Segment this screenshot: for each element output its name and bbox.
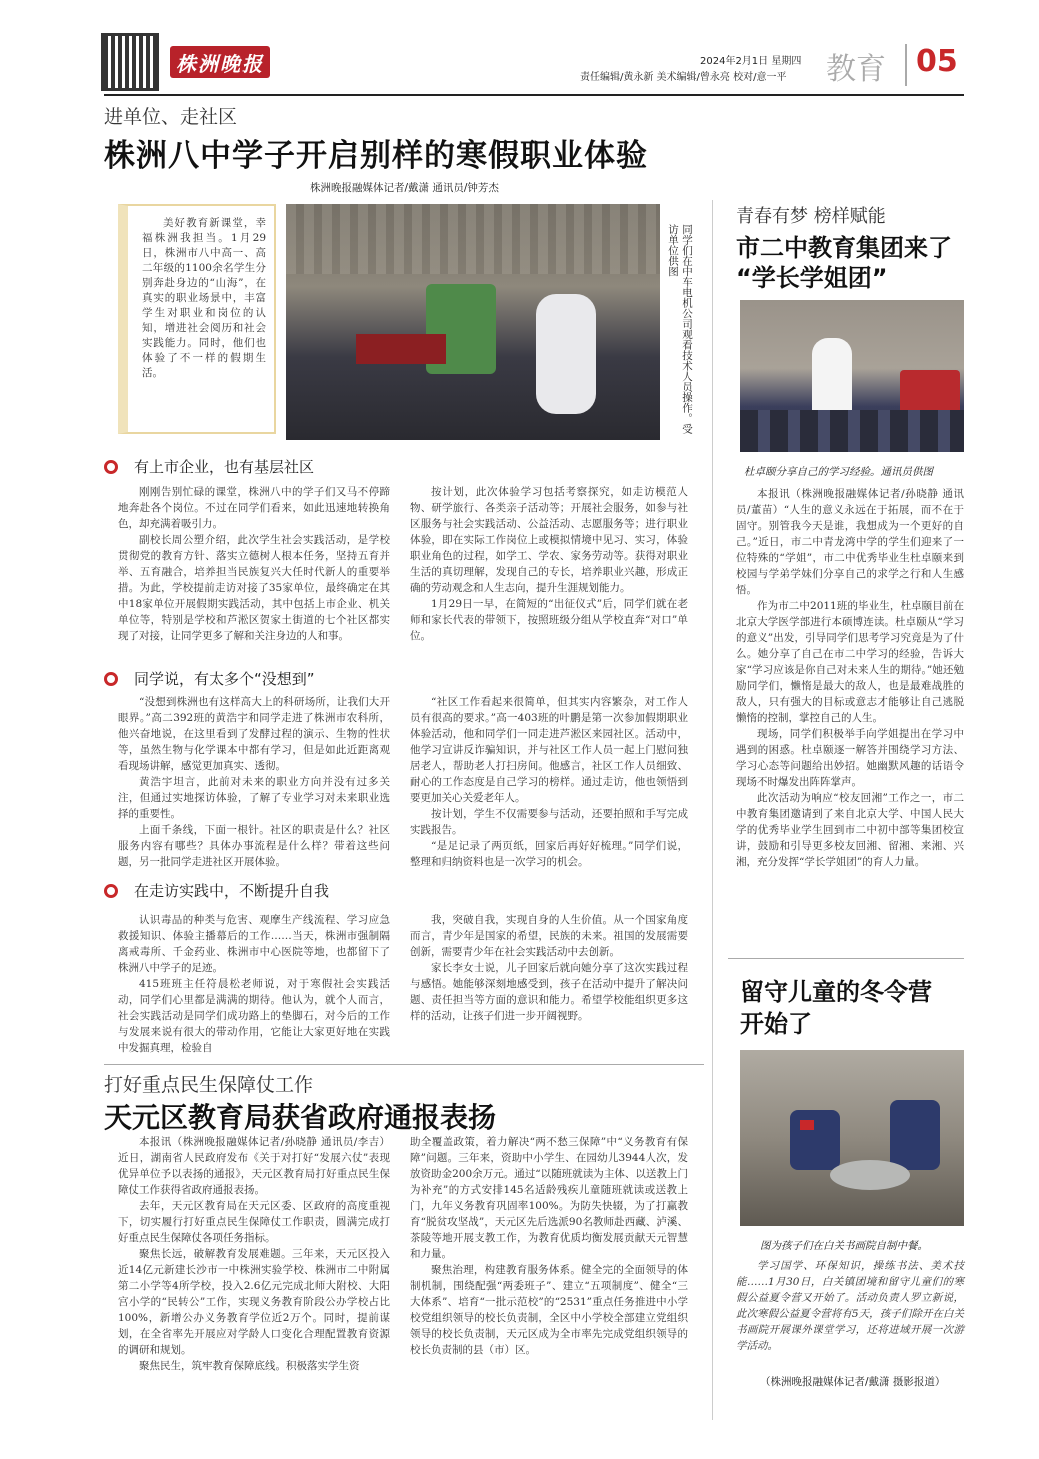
editor-credits: 责任编辑/黄永新 美术编辑/曾永亮 校对/意一平 <box>580 72 787 83</box>
article1-headline: 株洲八中学子开启别样的寒假职业体验 <box>104 138 648 174</box>
article2-col1-para2: 去年，天元区教育局在天元区委、区政府的高度重视下，切实履行打好重点民生保障仗工作职责，圆满完成打好重点民生保障仗各项任务指标。 <box>118 1200 390 1244</box>
section1-col2 <box>410 484 688 644</box>
article3-headline-line1: 市二中教育集团来了 <box>736 234 952 262</box>
section1-col1-para1: 刚刚告别忙碌的课堂，株洲八中的学子们又马不停蹄地奔赴各个岗位。不过在同学们看来，如此迅速地转换角色，却充满着吸引力。 <box>118 486 390 530</box>
paper-logo <box>170 46 270 78</box>
article2-col2-para2: 聚焦治理，构建教育服务体系。健全完的全面领导的体制机制，围绕配强“两委班子”、建立“五项制度”、健全“三大体系”、培育“一批示范校”的“2531”重点任务推进中小学校党组织领导的校长负责制，全区中小学校全部建立党组织领导的校长负责制，天元区成为全市率先完成党组织领导的校长负责制的县（市）区。 <box>410 1264 688 1356</box>
article1-photo-caption: 同学们在中车电机公司观看技术人员操作。受访单位供图 <box>667 224 693 434</box>
section2-heading <box>104 668 315 689</box>
masthead-rule <box>104 94 964 96</box>
section1-bullet-icon <box>104 460 118 474</box>
article2-col1-para4: 聚焦民生，筑牢教育保障底线。积极落实学生资 <box>139 1360 360 1372</box>
article3-para3: 现场，同学们积极举手向学姐提出在学习中遇到的困惑。杜卓颐逐一解答并围绕学习方法、学习心态等问题给出妙招。她幽默风趣的话语令现场不时爆发出阵阵掌声。 <box>736 728 964 788</box>
section1-heading <box>104 456 314 477</box>
section-divider <box>905 44 907 86</box>
section1-title: 有上市企业，也有基层社区 <box>134 458 315 476</box>
article1-byline: 株洲晚报融媒体记者/戴潇 通讯员/钟芳杰 <box>310 182 499 194</box>
article3-kicker: 青春有梦 榜样赋能 <box>736 206 886 227</box>
section3-col2 <box>410 912 688 1024</box>
section1-col1-para2: 副校长周公塑介绍，此次学生社会实践活动，是学校贯彻党的教育方针、落实立德树人根本任务，坚持五育并举、五育融合，培养担当民族复兴大任时代新人的重要举措。为此，学校提前走访对接了35家单位，最终确定在其中18家单位开展假期实践活动，其中包括上市企业、机关单位等，特别是学校和芦淞区贺家土街道的七个社区都实现了对接，让同学更多了解和关注身边的人和事。 <box>118 534 390 642</box>
article2-col2 <box>410 1134 688 1358</box>
article4-photo-caption: 图为孩子们在白关书画院自制中餐。 <box>760 1240 928 1252</box>
article4-body-wrap <box>736 1258 964 1354</box>
paper-logo-text: 株洲晚报 <box>176 51 264 76</box>
article1-kicker: 进单位、走社区 <box>104 106 238 128</box>
article2-kicker: 打好重点民生保障仗工作 <box>104 1074 314 1096</box>
section-name: 教育 <box>826 52 886 87</box>
factory-photo <box>286 204 660 440</box>
article4-body: 学习国学、环保知识，操练书法、美术技能……1月30日，白关镇团境和留守儿童们的寒假公益夏令营又开始了。活动负责人罗立新说，此次寒假公益夏令营将有5天，孩子们除开在白关书画院开展课外课堂学习，还将进域开展一次游学活动。 <box>736 1260 964 1352</box>
section2-col1 <box>118 694 390 870</box>
article3-para2: 作为市二中2011班的毕业生，杜卓颐目前在北京大学医学部进行本硕博连读。杜卓颐从“学习的意义”出发，引导同学们思考学习究竟是为了什么。她分享了自己在市二中学习的经验，告诉大家“学习应该是你自己对未来人生的期待。”她还勉励同学们，懒惰是最大的敌人，也是最难战胜的敌人，只有强大的目标或意志才能够让自己逃脱懒惰的控制，掌控自己的人生。 <box>736 600 964 724</box>
article3-photo-caption: 杜卓颐分享自己的学习经验。通讯员供图 <box>744 466 933 478</box>
section3-col2-para2: 家长李女士说，儿子回家后就向她分享了这次实践过程与感悟。她能够深刻地感受到，孩子在活动中提升了解决问题、责任担当等方面的意识和能力。希望学校能组织更多这样的活动，让孩子们进一步开阔视野。 <box>410 962 688 1022</box>
section1-col2-para1: 按计划，此次体验学习包括考察探究，如走访模范人物、研学旅行、各类亲子活动等；开展社会服务，如参与社区服务与社会实践活动、公益活动、志愿服务等；进行职业体验，即在实际工作岗位上或模拟情境中见习、实习，体验职业角色的过程，如学工、学农、家务劳动等。获得对职业生活的真切理解，发现自己的专长，培养职业兴趣，形成正确的劳动观念和人生志向，提升生涯规划能力。 <box>410 486 688 594</box>
section2-col1-para3: 上面千条线，下面一根针。社区的职责是什么？社区服务内容有哪些？具体办事流程是什么样？带着这些问题，另一批同学走进社区开展体验。 <box>118 824 390 868</box>
lecture-photo <box>740 300 964 452</box>
qr-code <box>104 36 156 88</box>
article2-col1-para1: 本报讯（株洲晚报融媒体记者/孙晓静 通讯员/李吉）近日，湖南省人民政府发布《关于对打好“发展六仗”表现优异单位予以表扬的通报》，天元区教育局打好重点民生保障仗工作获得省政府通报表扬。 <box>118 1136 390 1196</box>
article3-para4: 此次活动为响应“校友回湘”工作之一，市二中教育集团邀请到了来自北京大学、中国人民大学的优秀毕业学生回到市二中初中部等集团校宣讲，鼓励和引导更多校友回湘、留湘、来湘、兴湘，充分发挥“学长学姐团”的育人力量。 <box>736 792 964 868</box>
page-number: 05 <box>916 44 958 79</box>
article3-body <box>736 486 964 870</box>
section2-col1-para2: 黄浩宇坦言，此前对未来的职业方向并没有过多关注，但通过实地探访体验，了解了专业学习对未来职业选择的重要性。 <box>118 776 390 820</box>
section2-bullet-icon <box>104 672 118 686</box>
section3-col1-para1: 认识毒品的种类与危害、观摩生产线流程、学习应急救援知识、体验主播幕后的工作……当天，株洲市强制隔离戒毒所、千金药业、株洲市中心医院等地，也都留下了株洲八中学子的足迹。 <box>118 914 390 974</box>
section3-bullet-icon <box>104 884 118 898</box>
section2-title: 同学说，有太多个“没想到” <box>134 670 315 688</box>
article4-headline-line1: 留守儿童的冬令营 <box>740 978 932 1006</box>
section3-title: 在走访实践中，不断提升自我 <box>134 882 330 900</box>
article3-headline-line2: “学长学姐团” <box>736 264 888 292</box>
section3-col1 <box>118 912 390 1056</box>
section2-col2-para1: “社区工作看起来很简单，但其实内容繁杂，对工作人员有很高的要求。”高一403班的叶鹏是第一次参加假期职业体验活动，他和同学们一同走进芦淞区来园社区。活动中，他学习宣讲反诈骗知识，并与社区工作人员一起上门慰问独居老人，帮助老人打扫房间。他感言，社区工作人员细致、耐心的工作态度是自己学习的榜样。通过走访，他也领悟到要更加关心关爱老年人。 <box>410 696 688 804</box>
article4-top-rule <box>728 958 964 959</box>
lead-text: 美好教育新课堂，幸福株洲我担当。1月29日，株洲市八中高一、高二年级的1100余名学生分别奔赴身边的“山海”，在真实的职业场景中，丰富学生对职业和岗位的认知，增进社会阅历和社会实践能力。同时，他们也体验了不一样的假期生活。 <box>142 217 266 379</box>
article2-col1 <box>118 1134 390 1374</box>
article4-credit: （株洲晚报融媒体记者/戴潇 摄影报道） <box>760 1376 946 1388</box>
article3-para1: 本报讯（株洲晚报融媒体记者/孙晓静 通讯员/董苗）“人生的意义永远在于拓展，而不在于固守。别管我今天是谁，我想成为一个更好的自己。”近日，市二中青龙湾中学的学生们迎来了一位特殊的“学姐”，市二中优秀毕业生杜卓颐来到校园与学弟学妹们分享自己的求学之行和人生感悟。 <box>736 488 964 596</box>
article2-top-rule <box>104 1064 704 1065</box>
article2-headline: 天元区教育局获省政府通报表扬 <box>104 1101 497 1134</box>
section1-col1 <box>118 484 390 644</box>
issue-date: 2024年2月1日 星期四 <box>700 56 802 67</box>
lead-box <box>118 204 276 434</box>
camp-photo <box>740 1050 964 1226</box>
article2-col1-para3: 聚焦长远，破解教育发展难题。三年来，天元区投入近14亿元新建长沙市一中株洲实验学校、株洲市二中附属第二小学等4所学校，投入2.6亿元完成北师大附校、大阳宫小学的“民转公”工作，实现义务教育阶段公办学校占比100%，新增公办义务教育学位近2万个。同时，提前谋划，在全省率先开展应对学龄人口变化合理配置教育资源的调研和规划。 <box>118 1248 390 1356</box>
section2-col2-para3: “是足记录了两页纸，回家后再好好梳理。”同学们说，整理和归纳资料也是一次学习的机会。 <box>410 840 688 868</box>
section3-col1-para2: 415班班主任符晨松老师说，对于寒假社会实践活动，同学们心里都是满满的期待。他认为，就个人而言，社会实践活动是同学们成功路上的垫脚石，对今后的工作与发展来说有很大的带动作用，它能让大家更好地在实践中发掘真理，检验自 <box>118 978 390 1054</box>
section2-col2 <box>410 694 688 870</box>
section2-col1-para1: “没想到株洲也有这样高大上的科研场所，让我们大开眼界。”高二392班的黄浩宇和同学走进了株洲市农科所，他兴奋地说，在这里看到了发酵过程的演示、生物的性状等，虽然生物与化学课本中都有学习，但是如此近距离观看现场讲解，感觉更加真实、透彻。 <box>118 696 390 772</box>
article4-headline-line2: 开始了 <box>740 1010 812 1038</box>
article2-col2-para1: 助全覆盖政策，着力解决“两不愁三保障”中“义务教育有保障”问题。三年来，资助中小学生、在园幼儿3944人次，发放资助金200余万元。通过“以随班就读为主体、以送教上门为补充”的方式安排145名适龄残疾儿童随班就读或送教上门，九年义务教育巩固率100%。为防失快辍，为了打赢教育“脱贫攻坚战”，天元区先后选派90名教师赴西藏、泸溪、茶陵等地开展支教工作，为教育优质均衡发展贡献天元智慧和力量。 <box>410 1136 688 1260</box>
section1-col2-para2: 1月29日一早，在简短的“出征仪式”后，同学们就在老师和家长代表的带领下，按照班级分组从学校直奔“对口”单位。 <box>410 598 688 642</box>
column-divider <box>712 200 713 1420</box>
section3-col2-para1: 我，突破自我，实现自身的人生价值。从一个国家角度而言，青少年是国家的希望，民族的未来。祖国的发展需要创新，需要青少年在社会实践活动中去创新。 <box>410 914 688 958</box>
section2-col2-para2: 按计划，学生不仅需要参与活动，还要拍照和手写完成实践报告。 <box>410 808 688 836</box>
section3-heading <box>104 880 329 901</box>
